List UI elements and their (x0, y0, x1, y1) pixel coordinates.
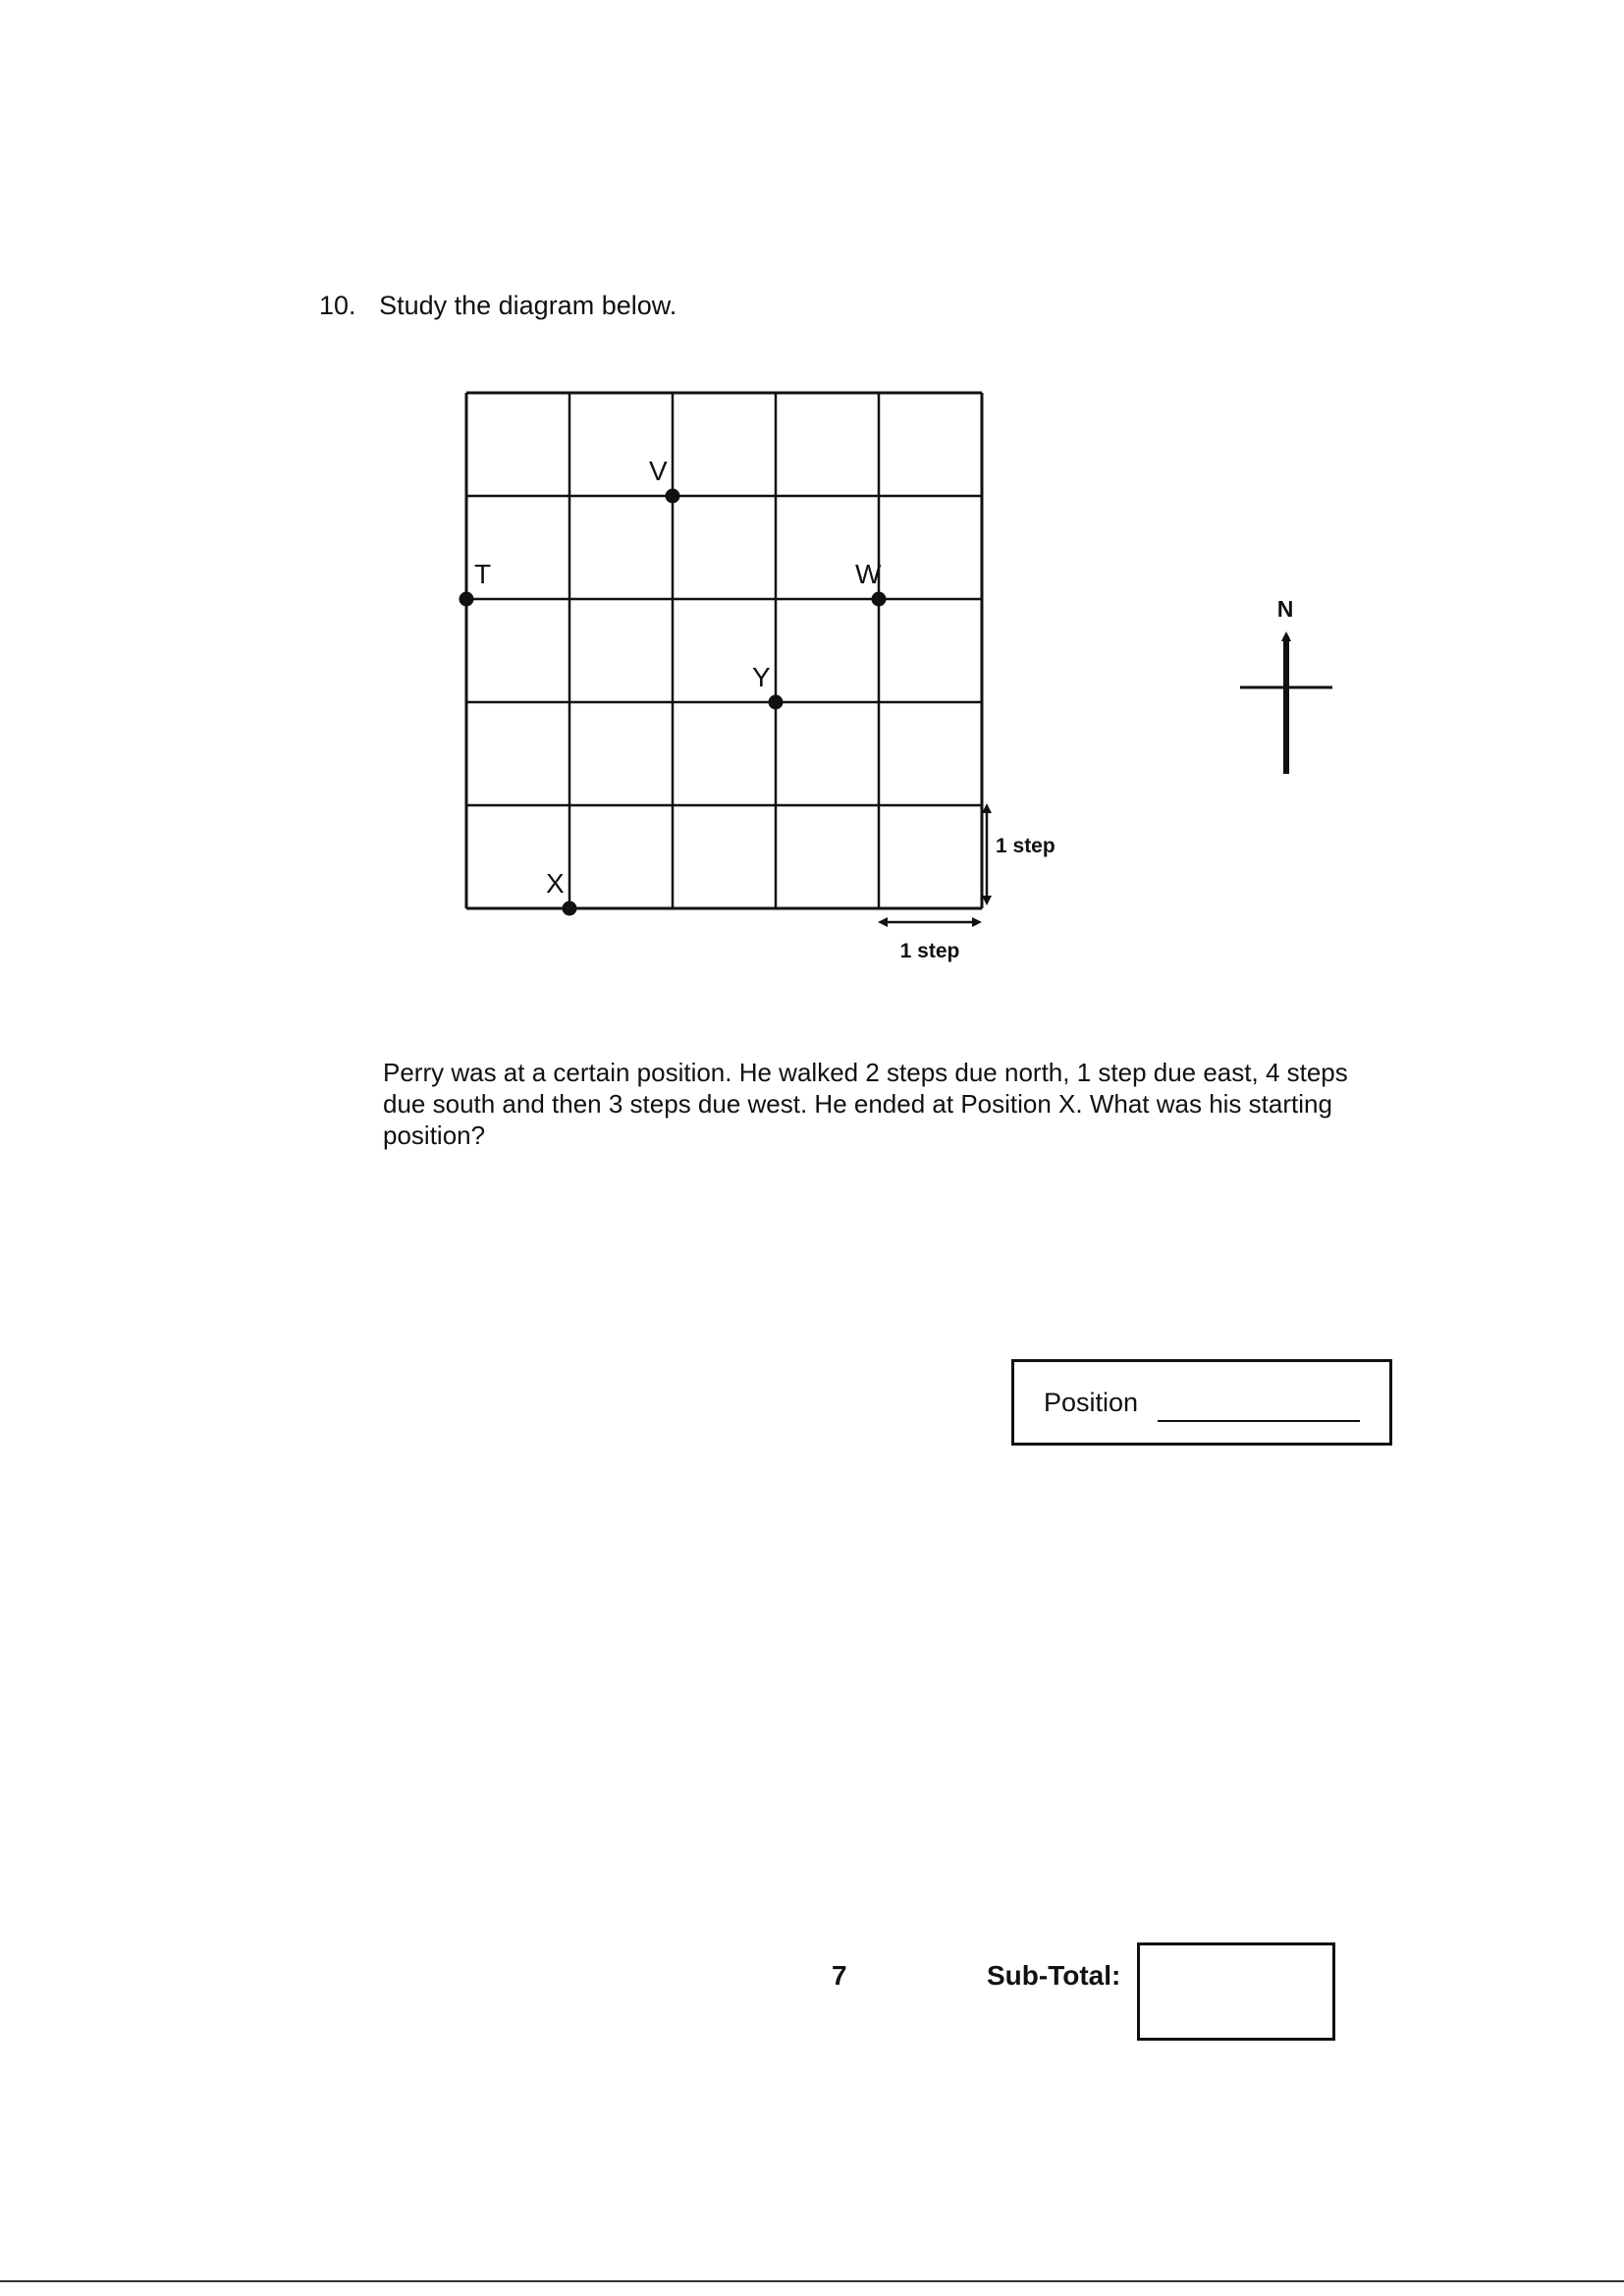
page-bottom-rule (0, 2280, 1624, 2282)
point-w-label: W (855, 559, 882, 589)
point-y-dot (769, 695, 784, 710)
horizontal-scale-label: 1 step (899, 940, 960, 962)
point-t-label: T (474, 559, 492, 589)
point-v-label: V (649, 456, 668, 486)
grid-lines (466, 393, 982, 908)
vertical-scale-label: 1 step (996, 835, 1056, 857)
page-number: 7 (832, 1960, 847, 1991)
answer-box (1011, 1359, 1392, 1446)
compass-north-label: N (1276, 596, 1294, 622)
point-w-dot (872, 592, 887, 607)
point-y-label: Y (752, 662, 771, 692)
grid-diagram (0, 0, 1624, 982)
question-instruction: Study the diagram below. (379, 291, 677, 320)
point-t-dot (460, 592, 474, 607)
point-x-label: X (546, 868, 565, 899)
horizontal-scale (883, 922, 977, 962)
question-number: 10. (319, 291, 356, 320)
point-v-dot (666, 489, 680, 504)
answer-input-line[interactable] (1158, 1420, 1360, 1422)
point-x-dot (563, 902, 577, 916)
subtotal-box[interactable] (1137, 1942, 1335, 2041)
subtotal-label: Sub-Total: (987, 1960, 1121, 1991)
vertical-scale (987, 808, 1056, 901)
question-text: Perry was at a certain position. He walked 2 steps due north, 1 step due east, 4 steps due south and then 3 steps due west. He ended at Position X. What was his starting position? (383, 1058, 1348, 1151)
compass (1240, 596, 1332, 774)
answer-label: Position (1044, 1388, 1139, 1417)
